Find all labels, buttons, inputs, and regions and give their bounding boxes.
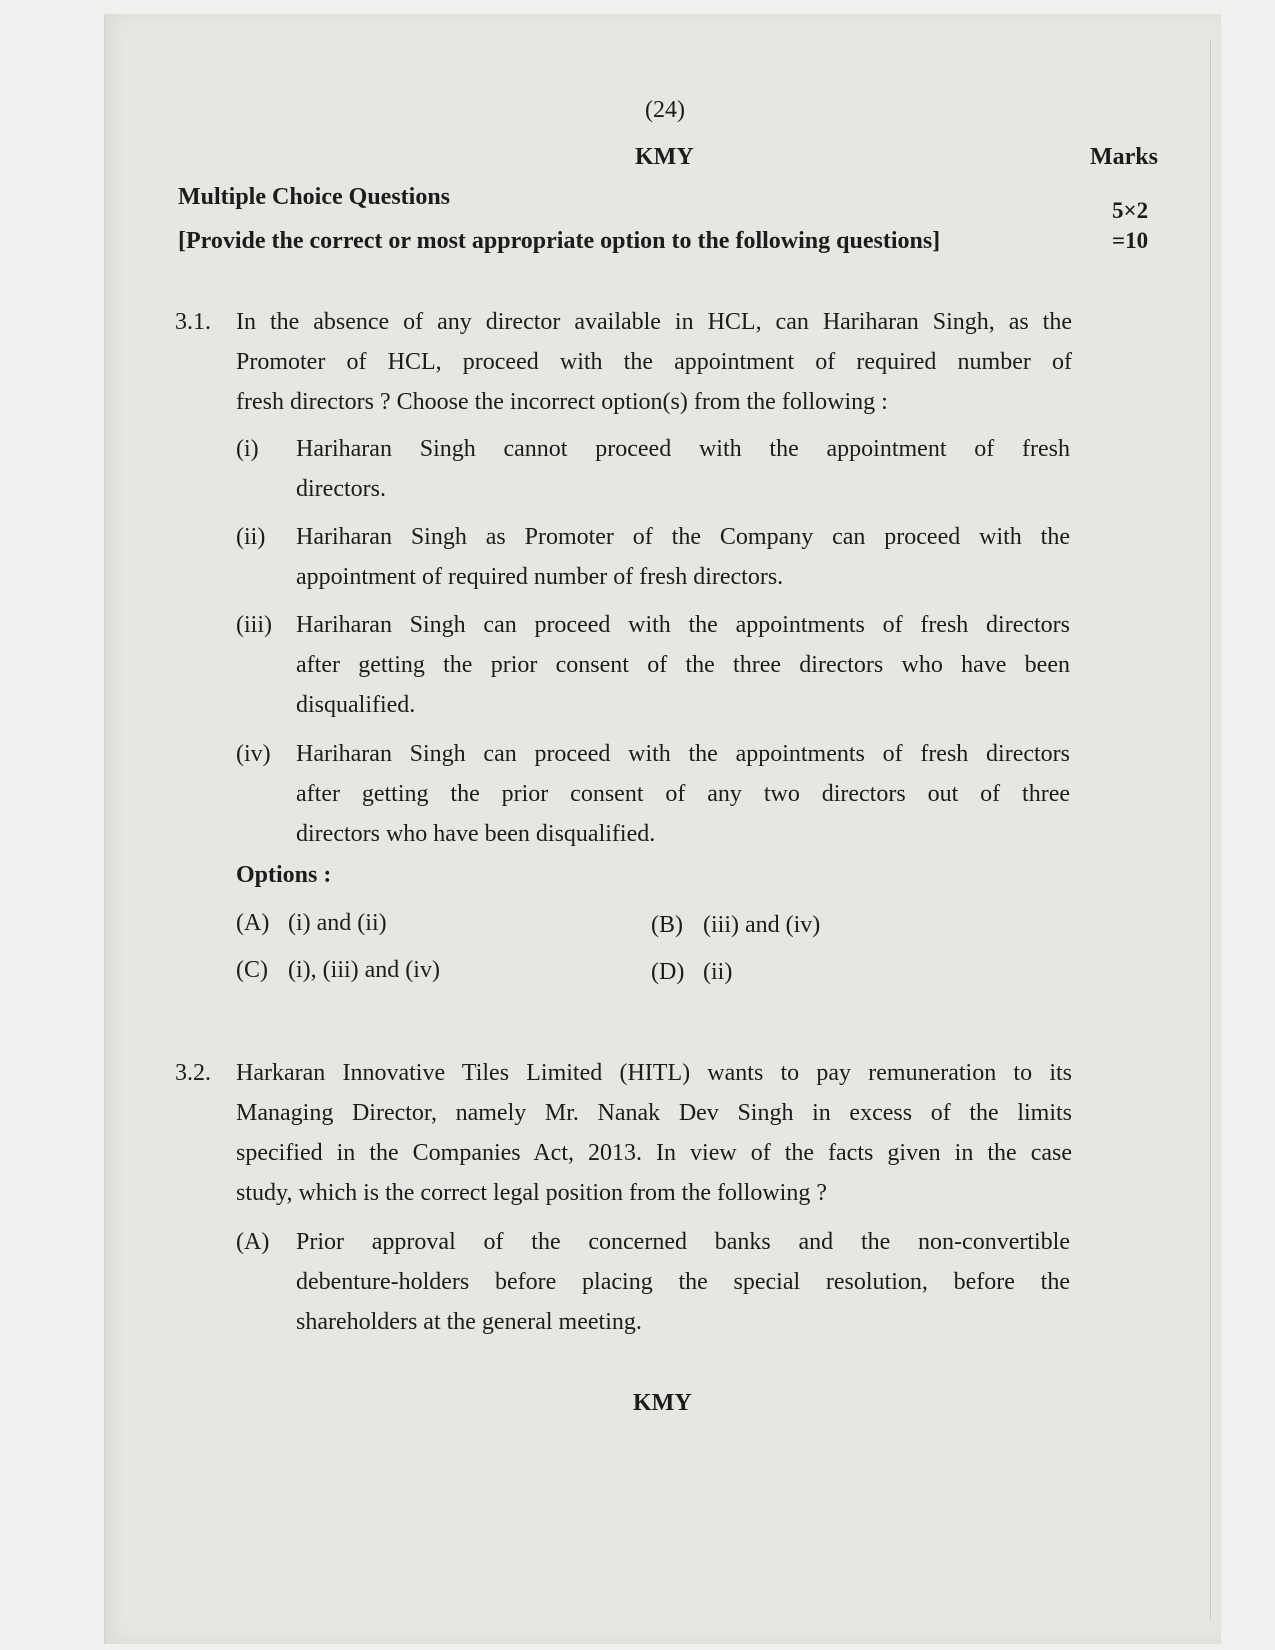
option-text-line: Prior approval of the concerned banks and the non-convertible [296,1229,1070,1255]
section-marks [1112,196,1148,256]
statement-line: Hariharan Singh can proceed with the appointments of fresh directors [296,612,1070,638]
statement-line: Hariharan Singh cannot proceed with the appointment of fresh [296,436,1070,462]
marks-total: =10 [1112,228,1149,253]
statement-item [236,734,1072,854]
option-text: (i) and (ii) [288,910,387,936]
question-text-line: Harkaran Innovative Tiles Limited (HITL) wants to pay remuneration to its [236,1060,1072,1086]
marks-breakdown: 5×2 [1112,198,1149,223]
paper-code-header: KMY [635,144,694,170]
answer-option-a [236,910,387,937]
option-label: (A) [236,1229,270,1255]
option-label: (C) [236,957,268,983]
option-label: (A) [236,910,270,936]
option-text: (ii) [703,959,733,985]
question-text-line: specified in the Companies Act, 2013. In view of the facts given in the case [236,1140,1072,1166]
answer-option-b [651,912,820,939]
option-label: (B) [651,912,683,938]
answer-option-c [236,957,440,984]
statement-item [236,605,1072,725]
paper-code-footer: KMY [633,1390,692,1416]
question-text-line: In the absence of any director available in HCL, can Hariharan Singh, as the [236,309,1072,335]
section-title: Multiple Choice Questions [178,184,451,210]
option-text-line: debenture-holders before placing the special resolution, before the [296,1269,1070,1295]
statement-line: after getting the prior consent of any two directors out of three [296,781,1070,807]
question-text-line: fresh directors ? Choose the incorrect option(s) from the following : [236,389,888,415]
statement-numeral: (iii) [236,612,272,638]
option-label: (D) [651,959,685,985]
answer-option-d [651,959,732,986]
statement-line: Hariharan Singh can proceed with the appointments of fresh directors [296,741,1070,767]
section-instruction: [Provide the correct or most appropriate option to the following questions] [178,228,941,254]
scan-artifact-line [1210,40,1211,1620]
option-text-line: shareholders at the general meeting. [296,1309,642,1335]
question-number: 3.2. [175,1060,211,1086]
page-number: (24) [645,97,685,123]
question-number: 3.1. [175,309,211,335]
question-text [236,302,1072,422]
options-heading: Options : [236,862,332,888]
statement-line: directors who have been disqualified. [296,821,656,847]
statement-numeral: (ii) [236,524,266,550]
marks-column-heading: Marks [1090,144,1158,170]
statement-line: after getting the prior consent of the three directors who have been [296,652,1070,678]
question-text-line: Managing Director, namely Mr. Nanak Dev Singh in excess of the limits [236,1100,1072,1126]
statement-line: disqualified. [296,692,416,718]
statement-numeral: (iv) [236,741,271,767]
statement-line: Hariharan Singh as Promoter of the Company can proceed with the [296,524,1070,550]
statement-item [236,429,1072,509]
statement-item [236,517,1072,597]
question-text [236,1053,1072,1213]
question-text-line: study, which is the correct legal position from the following ? [236,1180,827,1206]
answer-option-a [236,1222,1072,1342]
option-text: (i), (iii) and (iv) [288,957,440,983]
option-text: (iii) and (iv) [703,912,821,938]
question-text-line: Promoter of HCL, proceed with the appointment of required number of [236,349,1072,375]
statement-numeral: (i) [236,436,259,462]
statement-line: appointment of required number of fresh directors. [296,564,784,590]
statement-line: directors. [296,476,386,502]
